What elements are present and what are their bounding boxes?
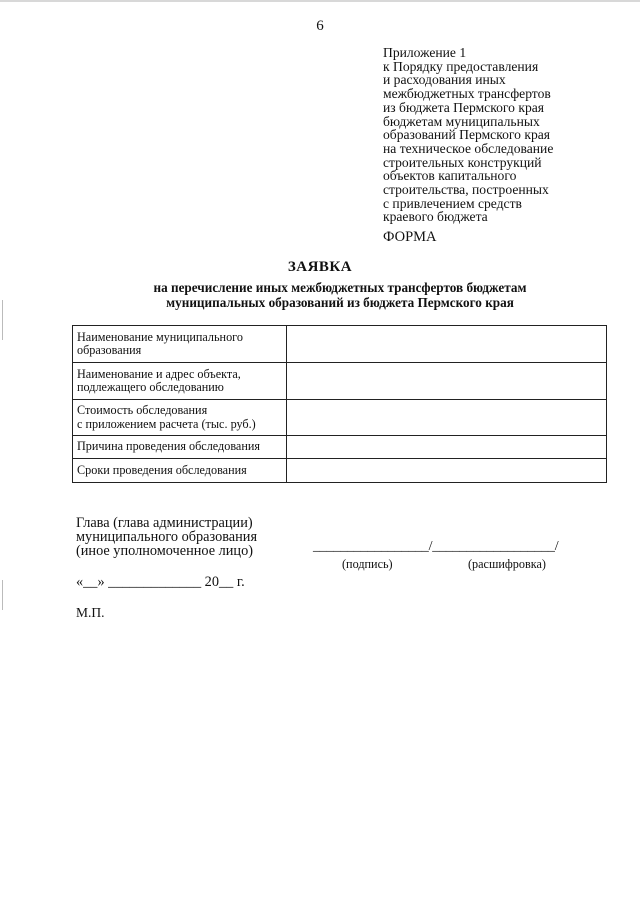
- appendix-line: краевого бюджета: [383, 209, 488, 225]
- row-value-field[interactable]: [287, 326, 607, 363]
- appendix-line: межбюджетных трансфертов: [383, 86, 551, 102]
- signature-caption: (подпись): [342, 557, 393, 571]
- row-label-line: образования: [77, 343, 142, 357]
- row-label-line: с приложением расчета (тыс. руб.): [77, 416, 256, 431]
- row-label-line: Стоимость обследования: [77, 403, 208, 417]
- appendix-line: Приложение 1: [383, 45, 467, 60]
- stamp-label: М.П.: [76, 605, 105, 620]
- row-label-line: Сроки проведения обследования: [77, 462, 247, 477]
- appendix-line: из бюджета Пермского края: [383, 99, 545, 115]
- scan-top-edge: [0, 0, 640, 2]
- date-line[interactable]: «__» _____________ 20__ г.: [76, 574, 245, 590]
- row-label: [73, 363, 287, 400]
- table-row: [73, 459, 607, 483]
- row-label: [73, 400, 287, 436]
- appendix-line: с привлечением средств: [383, 195, 522, 211]
- appendix-line: образований Пермского края: [383, 127, 551, 143]
- form-label: ФОРМА: [383, 229, 437, 245]
- table-row: [73, 400, 607, 436]
- row-label: [73, 326, 287, 363]
- table-row: [73, 436, 607, 459]
- row-value-field[interactable]: [287, 459, 607, 483]
- scan-mark: [2, 300, 3, 340]
- appendix-line: к Порядку предоставления: [383, 58, 539, 74]
- signatory-line: Глава (глава администрации): [76, 515, 253, 531]
- row-value-field[interactable]: [287, 363, 607, 400]
- appendix-line: строительства, построенных: [383, 182, 549, 198]
- decode-caption: (расшифровка): [468, 557, 546, 571]
- subtitle-line: на перечисление иных межбюджетных трансфертов бюджетам: [153, 280, 527, 295]
- row-label: [73, 436, 287, 459]
- row-label-line: Причина проведения обследования: [77, 439, 260, 454]
- signatory-line: (иное уполномоченное лицо): [76, 543, 253, 560]
- row-value-field[interactable]: [287, 436, 607, 459]
- table-row: [73, 363, 607, 400]
- request-table: [72, 325, 607, 483]
- row-label-line: Наименование муниципального: [77, 329, 243, 344]
- table-row: [73, 326, 607, 363]
- signature-line[interactable]: _________________/__________________/: [313, 539, 559, 554]
- document-title: ЗАЯВКА: [287, 259, 353, 275]
- appendix-line: строительных конструкций: [383, 154, 542, 170]
- subtitle-line: муниципальных образований из бюджета Пермского края: [166, 294, 514, 310]
- row-value-field[interactable]: [287, 400, 607, 436]
- page-number: 6: [316, 18, 324, 34]
- row-label: [73, 459, 287, 483]
- appendix-block: [383, 46, 633, 224]
- appendix-line: на техническое обследование: [383, 140, 554, 156]
- document-subtitle: [100, 281, 580, 310]
- row-label-line: Наименование и адрес объекта,: [77, 366, 241, 381]
- appendix-line: бюджетам муниципальных: [383, 113, 540, 129]
- appendix-line: объектов капитального: [383, 168, 517, 184]
- row-label-line: подлежащего обследованию: [77, 380, 224, 394]
- signatory-block: [76, 516, 257, 559]
- scan-mark: [2, 580, 3, 610]
- appendix-line: и расходования иных: [383, 72, 506, 88]
- signatory-line: муниципального образования: [76, 529, 258, 546]
